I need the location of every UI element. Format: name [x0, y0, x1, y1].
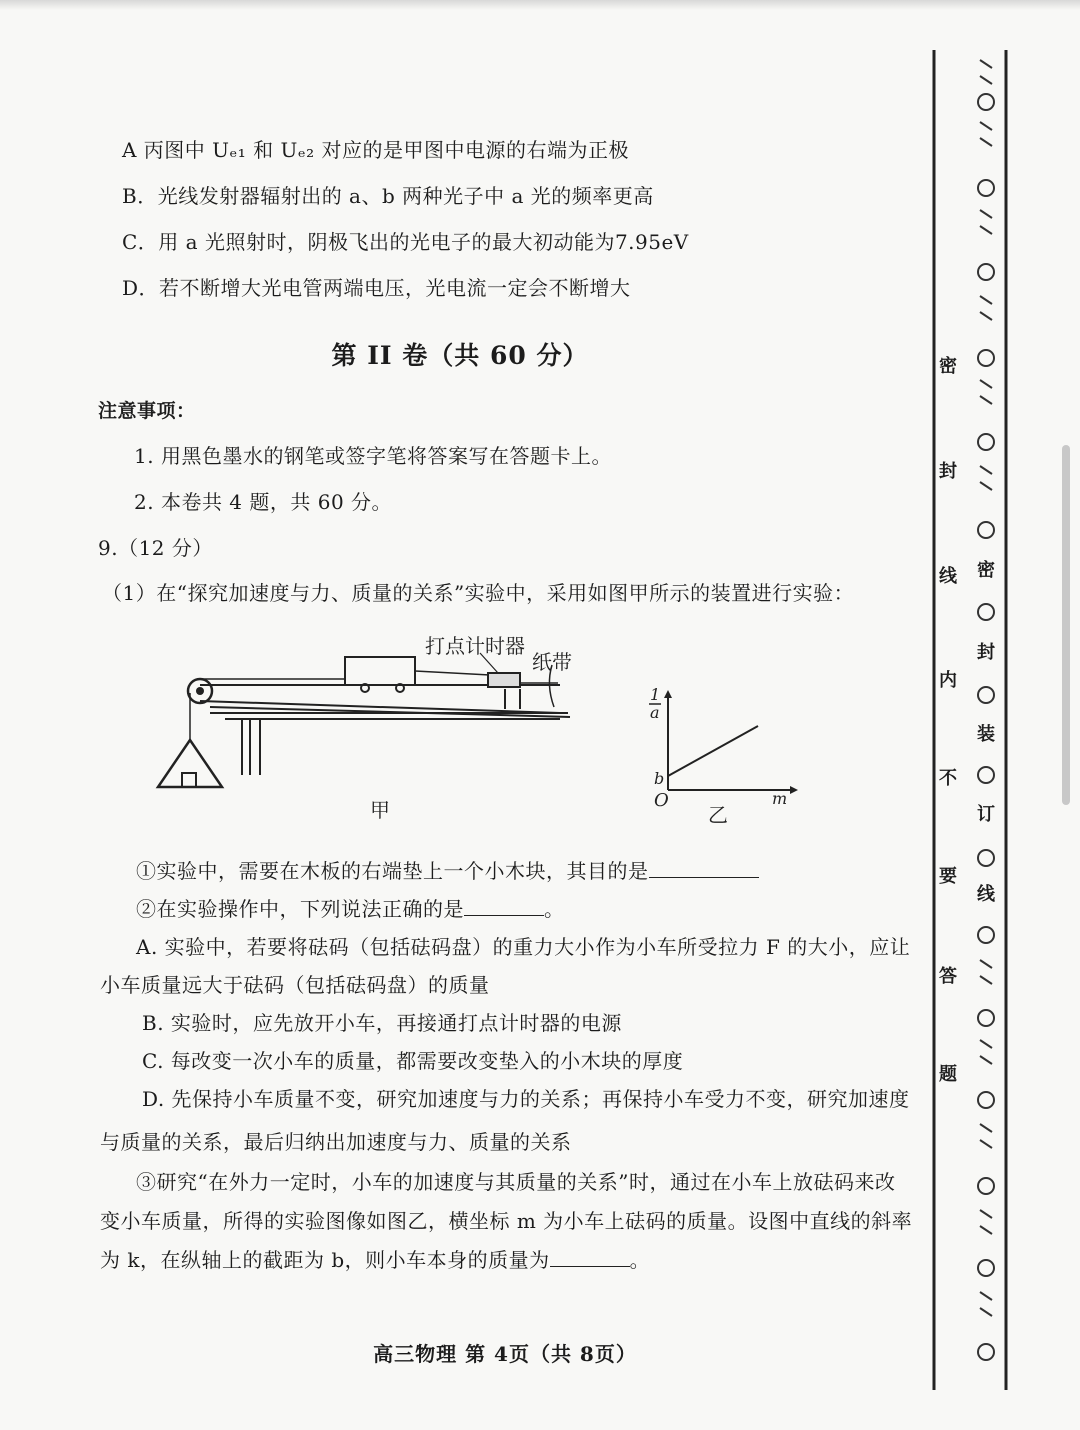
question-part-2-text: ②在实验操作中，下列说法正确的是	[136, 897, 464, 921]
seal-left-1: 封	[939, 461, 957, 482]
question-intro: （1）在“探究加速度与力、质量的关系”实验中，采用如图甲所示的装置进行实验：	[102, 581, 855, 605]
page-footer: 高三物理 第 4页（共 8页）	[373, 1342, 637, 1366]
seal-left-2: 线	[939, 566, 957, 587]
y-label-den: a	[650, 703, 660, 722]
seal-margin	[920, 40, 1020, 1400]
choice-d-line-1: D. 先保持小车质量不变，研究加速度与力的关系；再保持小车受力不变，研究加速度	[142, 1087, 910, 1111]
y-label-num: 1	[650, 685, 661, 704]
question-part-2	[136, 893, 565, 922]
seal-right-3: 订	[977, 804, 995, 825]
question-part-3-line-2: 变小车质量，所得的实验图像如图乙，横坐标 m 为小车上砝码的质量。设图中直线的斜率	[100, 1209, 913, 1233]
answer-blank-3	[550, 1248, 630, 1267]
intercept-label: b	[654, 769, 665, 788]
seal-right-1: 封	[977, 642, 995, 663]
graph-yi	[640, 680, 800, 830]
question-part-2-end: 。	[544, 897, 565, 921]
seal-left-0: 密	[939, 356, 957, 377]
apparatus-diagram	[150, 625, 590, 825]
choice-a-line-2: 小车质量远大于砝码（包括砝码盘）的质量	[100, 973, 490, 997]
notes-item-2: 2. 本卷共 4 题，共 60 分。	[134, 490, 393, 514]
seal-right-0: 密	[977, 560, 995, 581]
choice-a-line-1: A. 实验中，若要将砝码（包括砝码盘）的重力大小作为小车所受拉力 F 的大小，应让	[136, 935, 911, 959]
notes-item-1: 1. 用黑色墨水的钢笔或签字笔将答案写在答题卡上。	[134, 444, 612, 468]
seal-left-6: 答	[939, 966, 957, 987]
option-c: C．用 a 光照射时，阴极飞出的光电子的最大初动能为7.95eV	[122, 230, 689, 254]
question-part-1-text: ①实验中，需要在木板的右端垫上一个小木块，其目的是	[136, 859, 649, 883]
answer-blank-1	[649, 859, 759, 878]
question-part-3-line-1: ③研究“在外力一定时，小车的加速度与其质量的关系”时，通过在小车上放砝码来改	[136, 1170, 896, 1194]
seal-left-7: 题	[939, 1064, 957, 1085]
label-tape: 纸带	[532, 650, 572, 674]
x-label: m	[772, 789, 788, 808]
seal-right-2: 装	[977, 724, 995, 745]
seal-right-4: 线	[977, 884, 995, 905]
option-a: A 丙图中 Uₑ₁ 和 Uₑ₂ 对应的是甲图中电源的右端为正极	[122, 138, 629, 162]
option-b: B．光线发射器辐射出的 a、b 两种光子中 a 光的频率更高	[122, 184, 654, 208]
seal-left-5: 要	[939, 866, 957, 887]
question-part-3-end: 。	[629, 1248, 651, 1272]
seal-left-3: 内	[939, 670, 957, 691]
choice-d-line-2: 与质量的关系，最后归纳出加速度与力、质量的关系	[100, 1130, 572, 1154]
question-part-3-text: 为 k，在纵轴上的截距为 b，则小车本身的质量为	[100, 1248, 550, 1272]
answer-blank-2	[464, 897, 544, 916]
question-number: 9.（12 分）	[98, 536, 213, 560]
notes-heading: 注意事项：	[98, 400, 196, 422]
seal-left-4: 不	[939, 768, 957, 789]
scrollbar-thumb[interactable]	[1062, 445, 1070, 805]
choice-b: B. 实验时，应先放开小车，再接通打点计时器的电源	[142, 1011, 622, 1035]
label-timer: 打点计时器	[425, 634, 525, 658]
section-title: 第 II 卷（共 60 分）	[331, 341, 589, 370]
caption-jia: 甲	[370, 798, 390, 822]
top-edge	[0, 0, 1080, 10]
origin-label: O	[654, 790, 669, 811]
choice-c: C. 每改变一次小车的质量，都需要改变垫入的小木块的厚度	[142, 1049, 684, 1073]
question-part-3-line-3	[100, 1244, 650, 1273]
question-part-1	[136, 855, 759, 884]
option-d: D．若不断增大光电管两端电压，光电流一定会不断增大	[122, 276, 631, 300]
caption-yi: 乙	[708, 803, 728, 827]
